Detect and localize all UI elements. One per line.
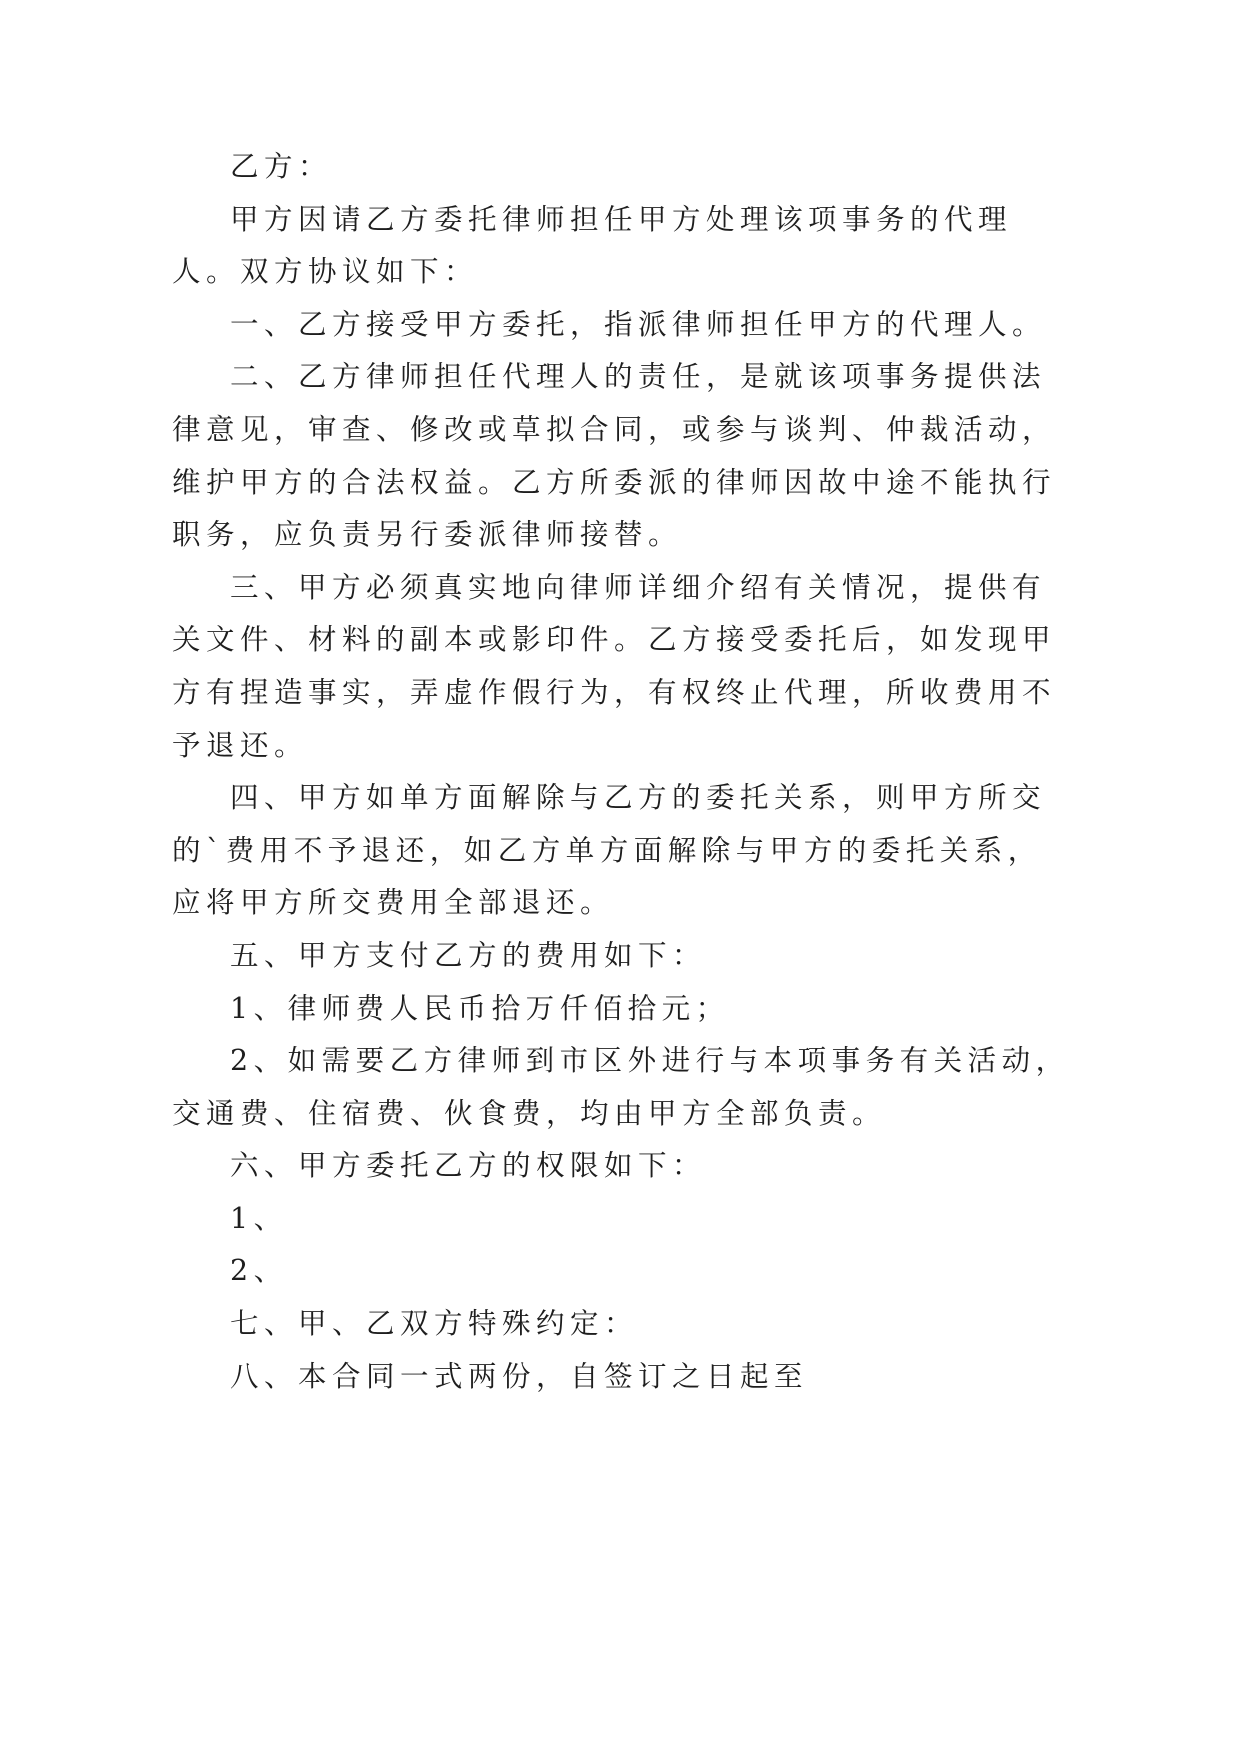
paragraph-clause-1	[172, 299, 1047, 352]
text-line: 二、乙方律师担任代理人的责任，是就该项事务提供法	[230, 360, 1047, 394]
contract-body	[172, 141, 1070, 1403]
paragraph-clause-5	[172, 930, 962, 983]
paragraph-clause-4	[172, 772, 1047, 930]
text-line: 五、甲方支付乙方的费用如下：	[230, 938, 707, 972]
text-line: 七、甲、乙双方特殊约定：	[230, 1307, 639, 1341]
text-line: 甲方因请乙方委托律师担任甲方处理该项事务的代理	[230, 202, 1013, 236]
text-line: 维护甲方的合法权益。乙方所委派的律师因故中途不能执行	[172, 465, 1057, 499]
text-line: 方有捏造事实，弄虚作假行为，有权终止代理，所收费用不	[172, 675, 1057, 709]
text-line: 交通费、住宿费、伙食费，均由甲方全部负责。	[172, 1096, 887, 1130]
text-line: 八、本合同一式两份，自签订之日起至	[230, 1359, 809, 1393]
text-line: 乙方：	[230, 150, 333, 183]
text-line: 六、甲方委托乙方的权限如下：	[230, 1149, 707, 1183]
paragraph-authority-item-1	[172, 1193, 962, 1246]
paragraph-clause-7	[172, 1298, 962, 1351]
text-line: 职务，应负责另行委派律师接替。	[172, 518, 683, 552]
paragraph-party-b	[172, 141, 962, 194]
text-line: 关文件、材料的副本或影印件。乙方接受委托后，如发现甲	[172, 623, 1057, 657]
text-line: 的`费用不予退还，如乙方单方面解除与甲方的委托关系，	[172, 833, 1042, 867]
text-line: 2、如需要乙方律师到市区外进行与本项事务有关活动，	[230, 1044, 1070, 1078]
paragraph-fee-item-2	[172, 1035, 1070, 1140]
paragraph-fee-item-1	[172, 983, 962, 1036]
text-line: 律意见，审查、修改或草拟合同，或参与谈判、仲裁活动，	[172, 412, 1057, 446]
paragraph-clause-6	[172, 1140, 962, 1193]
paragraph-authority-item-2	[172, 1245, 962, 1298]
paragraph-clause-3	[172, 562, 1057, 772]
text-line: 1、	[230, 1201, 288, 1235]
text-line: 一、乙方接受甲方委托，指派律师担任甲方的代理人。	[230, 307, 1047, 341]
text-line: 三、甲方必须真实地向律师详细介绍有关情况，提供有	[230, 570, 1047, 604]
text-line: 1、律师费人民币拾万仟佰拾元；	[230, 991, 730, 1025]
text-line: 四、甲方如单方面解除与乙方的委托关系，则甲方所交	[230, 781, 1047, 815]
paragraph-clause-8	[172, 1351, 962, 1404]
text-line: 2、	[230, 1254, 288, 1288]
text-line: 人。双方协议如下：	[172, 255, 479, 289]
paragraph-clause-2	[172, 351, 1057, 561]
text-line: 应将甲方所交费用全部退还。	[172, 886, 615, 920]
paragraph-preamble	[172, 194, 1013, 299]
text-line: 予退还。	[172, 728, 309, 762]
